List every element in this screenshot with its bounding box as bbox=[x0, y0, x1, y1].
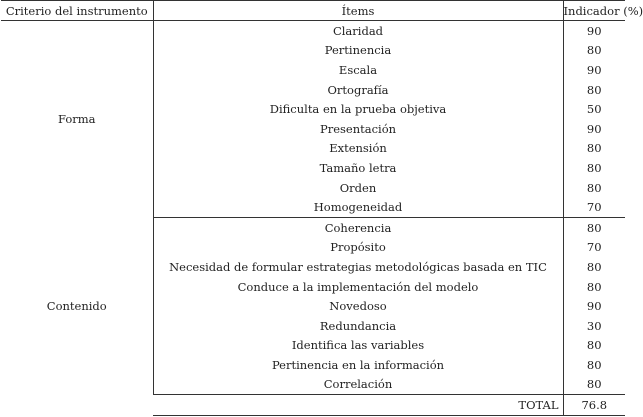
total-value: 76.8 bbox=[563, 395, 625, 416]
item-cell: Orden bbox=[339, 180, 377, 195]
indicador-cell: 80 bbox=[563, 277, 625, 297]
indicador-cell: 80 bbox=[563, 41, 625, 61]
item-cell: Extensión bbox=[329, 141, 387, 156]
indicador-cell: 70 bbox=[563, 238, 625, 258]
header-row bbox=[1, 1, 625, 21]
header-indicador: Indicador (%) bbox=[563, 1, 625, 21]
item-cell: Homogeneidad bbox=[153, 197, 563, 217]
indicador-cell: 80 bbox=[563, 158, 625, 178]
indicador-cell: 70 bbox=[563, 197, 625, 217]
item-cell: Propósito bbox=[330, 240, 386, 255]
indicador-cell: 90 bbox=[563, 60, 625, 80]
total-spacer bbox=[1, 395, 153, 416]
criterio-cell: Forma bbox=[1, 21, 153, 218]
indicador-cell: 80 bbox=[563, 336, 625, 356]
item-cell: Correlación bbox=[153, 375, 563, 395]
indicador-cell: 80 bbox=[563, 217, 625, 237]
item-cell: Escala bbox=[338, 62, 378, 77]
table-body bbox=[1, 21, 625, 416]
item-cell: Dificulta en la prueba objetiva bbox=[269, 102, 447, 117]
item-cell: Redundancia bbox=[319, 318, 397, 333]
item-cell: Presentación bbox=[319, 121, 397, 136]
header-items: Ítems bbox=[153, 1, 563, 21]
indicador-cell: 30 bbox=[563, 316, 625, 336]
total-row bbox=[1, 395, 625, 416]
item-cell: Novedoso bbox=[329, 299, 387, 314]
indicador-cell: 90 bbox=[563, 296, 625, 316]
indicador-cell: 80 bbox=[563, 178, 625, 198]
item-cell: Conduce a la implementación del modelo bbox=[237, 279, 479, 294]
evaluation-table bbox=[1, 0, 643, 416]
indicador-cell: 80 bbox=[563, 80, 625, 100]
item-cell: Pertinencia en la información bbox=[271, 357, 445, 372]
criterio-cell: Contenido bbox=[1, 217, 153, 394]
item-cell: Identifica las variables bbox=[291, 338, 425, 353]
indicador-cell: 80 bbox=[563, 257, 625, 277]
item-cell: Coherencia bbox=[324, 220, 392, 235]
indicador-cell: 50 bbox=[563, 99, 625, 119]
total-label: TOTAL bbox=[153, 395, 563, 416]
item-cell: Tamaño letra bbox=[319, 160, 397, 175]
table-row bbox=[1, 21, 625, 41]
item-cell: Necesidad de formular estrategias metodológicas basada en TIC bbox=[169, 259, 547, 274]
indicador-cell: 80 bbox=[563, 375, 625, 395]
indicador-cell: 80 bbox=[563, 355, 625, 375]
item-cell: Claridad bbox=[332, 23, 384, 38]
table-row bbox=[1, 217, 625, 237]
header-criterio: Criterio del instrumento bbox=[1, 1, 153, 21]
item-cell: Ortografía bbox=[327, 82, 389, 97]
indicador-cell: 90 bbox=[563, 21, 625, 41]
indicador-cell: 80 bbox=[563, 139, 625, 159]
item-cell: Pertinencia bbox=[324, 43, 392, 58]
indicador-cell: 90 bbox=[563, 119, 625, 139]
